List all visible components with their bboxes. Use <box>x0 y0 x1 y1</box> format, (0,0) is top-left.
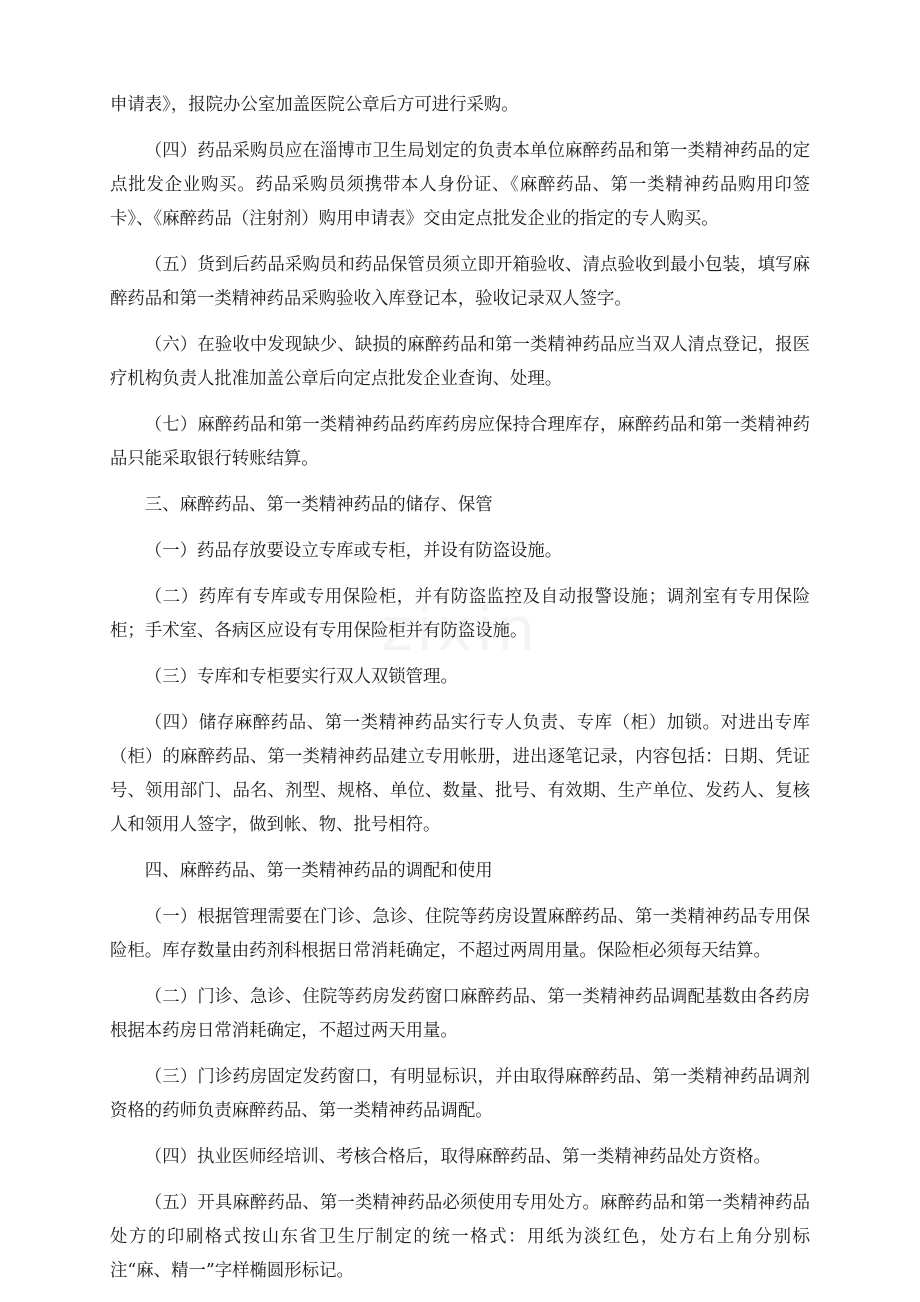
paragraph-item: （四）储存麻醉药品、第一类精神药品实行专人负责、专库（柜）加锁。对进出专库（柜）的麻醉药品、第一类精神药品建立专用帐册，进出逐笔记录，内容包括：日期、凭证号、领用部门、品名、剂型、规格、单位、数量、批号、有效期、生产单位、发药人、复核人和领用人签字，做到帐、物、批号相符。 <box>110 713 810 835</box>
section-heading: 三、麻醉药品、第一类精神药品的储存、保管 <box>144 495 493 515</box>
paragraph-item: （二）门诊、急诊、住院等药房发药窗口麻醉药品、第一类精神药品调配基数由各药房根据本药房日常消耗确定，不超过两天用量。 <box>110 987 810 1041</box>
paragraph-item: （二）药库有专库或专用保险柜，并有防盗监控及自动报警设施；调剂室有专用保险柜；手术室、各病区应设有专用保险柜并有防盗设施。 <box>110 587 810 641</box>
paragraph-item: （三）专库和专柜要实行双人双锁管理。 <box>144 667 458 687</box>
paragraph-item: （六）在验收中发现缺少、缺损的麻醉药品和第一类精神药品应当双人清点登记，报医疗机构负责人批准加盖公章后向定点批发企业查询、处理。 <box>110 335 810 389</box>
paragraph-item: （四）药品采购员应在淄博市卫生局划定的负责本单位麻醉药品和第一类精神药品的定点批发企业购买。药品采购员须携带本人身份证、《麻醉药品、第一类精神药品购用印签卡》、《麻醉药品（注射剂）购用申请表》交由定点批发企业的指定的专人购买。 <box>110 141 810 229</box>
paragraph-item: （一）根据管理需要在门诊、急诊、住院等药房设置麻醉药品、第一类精神药品专用保险柜。库存数量由药剂科根据日常消耗确定，不超过两周用量。保险柜必须每天结算。 <box>110 907 810 961</box>
paragraph-item: （五）开具麻醉药品、第一类精神药品必须使用专用处方。麻醉药品和第一类精神药品处方的印刷格式按山东省卫生厅制定的统一格式：用纸为淡红色，处方右上角分别标注“麻、精一”字样椭圆形标记。 <box>110 1193 810 1281</box>
paragraph-item: （一）药品存放要设立专库或专柜，并设有防盗设施。 <box>144 541 563 561</box>
section-heading: 四、麻醉药品、第一类精神药品的调配和使用 <box>144 861 493 881</box>
paragraph-item: （四）执业医师经培训、考核合格后，取得麻醉药品、第一类精神药品处方资格。 <box>144 1147 771 1167</box>
paragraph-item: （五）货到后药品采购员和药品保管员须立即开箱验收、清点验收到最小包装，填写麻醉药品和第一类精神药品采购验收入库登记本，验收记录双人签字。 <box>110 255 810 309</box>
paragraph-item: （三）门诊药房固定发药窗口，有明显标识，并由取得麻醉药品、第一类精神药品调剂资格的药师负责麻醉药品、第一类精神药品调配。 <box>110 1067 810 1121</box>
paragraph-item: （七）麻醉药品和第一类精神药品药库药房应保持合理库存，麻醉药品和第一类精神药品只能采取银行转账结算。 <box>110 415 810 469</box>
document-body <box>110 88 810 1300</box>
paragraph-continuation: 申请表》，报院办公室加盖医院公章后方可进行采购。 <box>110 95 519 115</box>
